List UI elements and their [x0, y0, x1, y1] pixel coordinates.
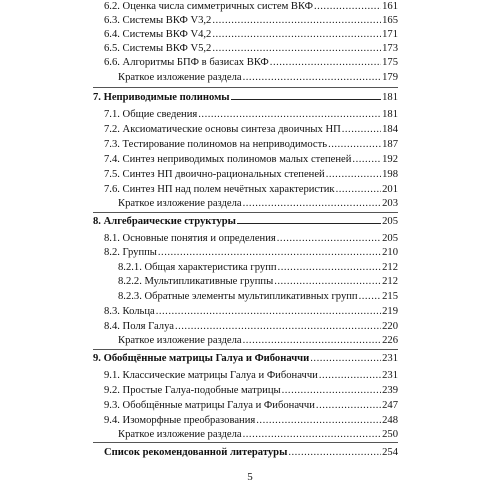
toc-entry — [118, 290, 398, 303]
toc-chapter — [93, 90, 398, 103]
toc-entry-title: 8.4. Поля Галуа — [104, 321, 174, 332]
toc-entry-page: 181 — [382, 92, 398, 103]
toc-entry-title: 8.2.2. Мультипликативные группы — [118, 276, 274, 287]
toc-entry — [118, 261, 398, 274]
toc-entry-title: 7.5. Синтез НП двоично-рациональных степеней — [104, 169, 325, 180]
toc-leader — [342, 123, 381, 136]
toc-entry — [104, 384, 398, 397]
toc-entry — [118, 275, 398, 288]
toc-entry — [104, 183, 398, 196]
toc-entry — [104, 168, 398, 181]
toc-entry-title: 6.2. Оценка числа симметричных систем ВКФ — [104, 1, 313, 12]
toc-leader — [243, 428, 381, 441]
toc-entry-page: 205 — [382, 233, 398, 244]
toc-entry — [104, 0, 398, 13]
toc-leader — [336, 183, 382, 196]
toc-entry — [104, 305, 398, 318]
toc-chapter — [104, 446, 398, 459]
toc-entry-page: 201 — [382, 184, 398, 195]
section-divider — [93, 349, 398, 350]
toc-entry-title: Краткое изложение раздела — [118, 335, 242, 346]
toc-leader — [231, 90, 382, 100]
toc-leader — [316, 399, 381, 412]
toc-leader — [328, 138, 381, 151]
toc-entry — [118, 428, 398, 441]
toc-entry-page: 179 — [382, 72, 398, 83]
toc-entry-title: 8. Алгебраические структуры — [93, 216, 236, 227]
toc-leader — [270, 56, 381, 69]
toc-entry-title: 7.1. Общие сведения — [104, 109, 198, 120]
toc-entry-title: 8.3. Кольца — [104, 306, 155, 317]
toc-entry-title: 9.1. Классические матрицы Галуа и Фибоначчи — [104, 370, 318, 381]
toc-chapter — [93, 352, 398, 365]
toc-leader — [326, 168, 381, 181]
toc-entry — [104, 414, 398, 427]
toc-entry-page: 173 — [382, 43, 398, 54]
toc-entry-page: 210 — [382, 247, 398, 258]
toc-entry-title: 8.1. Основные понятия и определения — [104, 233, 276, 244]
toc-entry-title: 9.2. Простые Галуа-подобные матрицы — [104, 385, 281, 396]
toc-leader — [359, 290, 382, 303]
toc-entry-page: 231 — [382, 353, 398, 364]
toc-leader — [278, 261, 382, 274]
toc-entry — [104, 246, 398, 259]
toc-entry-page: 171 — [382, 29, 398, 40]
toc-leader — [282, 384, 381, 397]
toc-leader — [352, 153, 381, 166]
toc-entry-page: 231 — [382, 370, 398, 381]
toc-entry-page: 248 — [382, 415, 398, 426]
toc-leader — [243, 197, 381, 210]
toc-leader — [314, 0, 381, 13]
toc-leader — [175, 320, 381, 333]
toc-entry-title: 7.6. Синтез НП над полем нечётных характеристик — [104, 184, 335, 195]
toc-entry — [104, 232, 398, 245]
toc-entry-page: 239 — [382, 385, 398, 396]
section-divider — [93, 442, 398, 443]
toc-leader — [288, 446, 381, 459]
toc-entry — [118, 197, 398, 210]
toc-entry — [104, 138, 398, 151]
toc-entry-page: 212 — [382, 262, 398, 273]
toc-entry-page: 198 — [382, 169, 398, 180]
toc-entry — [104, 153, 398, 166]
toc-leader — [256, 414, 381, 427]
toc-entry-title: 9. Обобщённые матрицы Галуа и Фибоначчи — [93, 353, 310, 364]
toc-entry-title: 9.3. Обобщённые матрицы Галуа и Фибоначчи — [104, 400, 315, 411]
toc-entry-title: Краткое изложение раздела — [118, 72, 242, 83]
toc-leader — [156, 305, 381, 318]
toc-entry-title: 7.4. Синтез неприводимых полиномов малых степеней — [104, 154, 352, 165]
toc-entry-page: 165 — [382, 15, 398, 26]
toc-entry — [104, 123, 398, 136]
toc-leader — [212, 14, 381, 27]
toc-entry — [118, 334, 398, 347]
toc-entry — [104, 399, 398, 412]
toc-entry-page: 161 — [382, 1, 398, 12]
toc-entry-title: 9.4. Изоморфные преобразования — [104, 415, 256, 426]
section-divider — [93, 87, 398, 88]
toc-entry-page: 192 — [382, 154, 398, 165]
toc-entry-title: Список рекомендованной литературы — [104, 447, 288, 458]
toc-leader — [274, 275, 381, 288]
toc-leader — [212, 28, 381, 41]
toc-entry-page: 212 — [382, 276, 398, 287]
toc-entry-title: 8.2.3. Обратные элементы мультипликативных групп — [118, 291, 358, 302]
toc-entry-title: 7.3. Тестирование полиномов на неприводимость — [104, 139, 328, 150]
toc-leader — [212, 42, 381, 55]
toc-entry — [104, 14, 398, 27]
toc-entry-title: 6.5. Системы ВКФ V5,2 — [104, 43, 212, 54]
toc-chapter — [93, 214, 398, 227]
toc-entry-page: 175 — [382, 57, 398, 68]
toc-leader — [243, 334, 381, 347]
toc-entry-page: 215 — [382, 291, 398, 302]
section-divider — [93, 212, 398, 213]
page-number: 5 — [247, 471, 253, 483]
toc-entry — [104, 56, 398, 69]
toc-entry-page: 187 — [382, 139, 398, 150]
toc-leader — [243, 71, 381, 84]
toc-entry-page: 250 — [382, 429, 398, 440]
toc-entry-title: 7.2. Аксиоматические основы синтеза двоичных НП — [104, 124, 341, 135]
toc-entry-title: 6.3. Системы ВКФ V3,2 — [104, 15, 212, 26]
toc-entry — [118, 71, 398, 84]
toc-leader — [158, 246, 381, 259]
toc-entry-page: 220 — [382, 321, 398, 332]
toc-entry-title: 6.6. Алгоритмы БПФ в базисах ВКФ — [104, 57, 269, 68]
toc-entry — [104, 108, 398, 121]
toc-entry — [104, 320, 398, 333]
toc-entry-title: 8.2. Группы — [104, 247, 157, 258]
toc-leader — [198, 108, 381, 121]
toc-entry-page: 181 — [382, 109, 398, 120]
toc-entry-page: 247 — [382, 400, 398, 411]
toc-leader — [310, 352, 381, 365]
toc-leader — [319, 369, 381, 382]
toc-entry-title: 7. Неприводимые полиномы — [93, 92, 230, 103]
toc-entry — [104, 28, 398, 41]
toc-entry — [104, 42, 398, 55]
toc-entry-page: 219 — [382, 306, 398, 317]
toc-entry-page: 205 — [382, 216, 398, 227]
toc-entry-title: Краткое изложение раздела — [118, 198, 242, 209]
toc-entry-page: 226 — [382, 335, 398, 346]
toc-leader — [237, 214, 381, 224]
toc-entry-page: 254 — [382, 447, 398, 458]
toc-entry-title: 6.4. Системы ВКФ V4,2 — [104, 29, 212, 40]
toc-entry-title: 8.2.1. Общая характеристика групп — [118, 262, 277, 273]
toc-entry-page: 203 — [382, 198, 398, 209]
toc-entry-page: 184 — [382, 124, 398, 135]
toc-entry-title: Краткое изложение раздела — [118, 429, 242, 440]
toc-entry — [104, 369, 398, 382]
toc-leader — [277, 232, 381, 245]
